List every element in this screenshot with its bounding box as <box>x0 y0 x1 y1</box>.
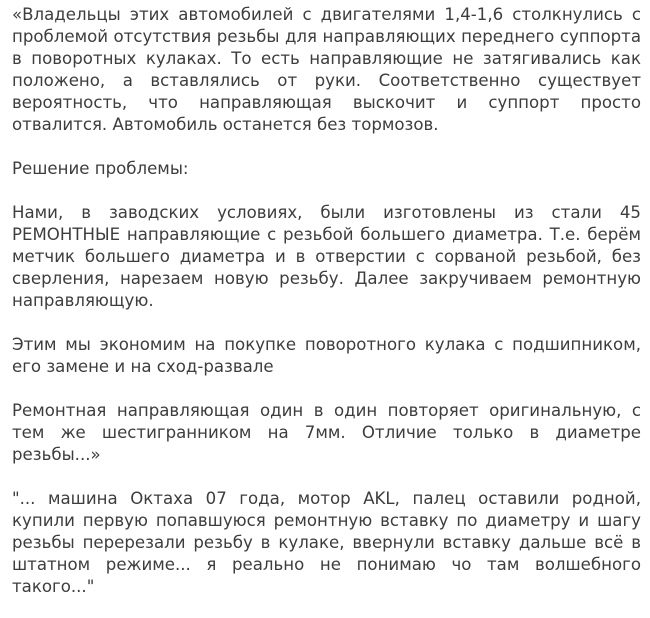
paragraph-specs: Ремонтная направляющая один в один повторяет оригинальную, с тем же шестигранником на 7мм. Отличие только в диаметре резьбы...» <box>12 401 641 464</box>
paragraph-savings: Этим мы экономим на покупке поворотного кулака с подшипником, его замене и на сход-развале <box>12 335 641 376</box>
paragraph-problem: «Владельцы этих автомобилей с двигателями 1,4-1,6 столкнулись с проблемой отсутствия резьбы для направляющих переднего суппорта в поворотных кулаках. То есть направляющие не затягивались как положено, а вставлялись от руки. Соответственно существует вероятность, что направляющая выскочит и суппорт просто отвалится. Автомобиль останется без тормозов. <box>12 5 641 134</box>
paragraph-solution-heading: Решение проблемы: <box>12 159 189 178</box>
paragraph-solution: Нами, в заводских условиях, были изготовлены из стали 45 РЕМОНТНЫЕ направляющие с резьбой большего диаметра. Т.е. берём метчик большего диаметра и в отверстии с сорваной резьбой, без сверления, нарезаем новую резьбу. Далее закручиваем ремонтную направляющую. <box>12 203 641 310</box>
paragraph-user-quote: "... машина Октаха 07 года, мотор AKL, палец оставили родной, купили первую попавшуюся ремонтную вставку по диаметру и шагу резьбы перерезали резьбу в кулаке, ввернули вставку дальше всё в штатном режиме... я реально не понимаю чо там волшебного такого..." <box>12 489 641 596</box>
